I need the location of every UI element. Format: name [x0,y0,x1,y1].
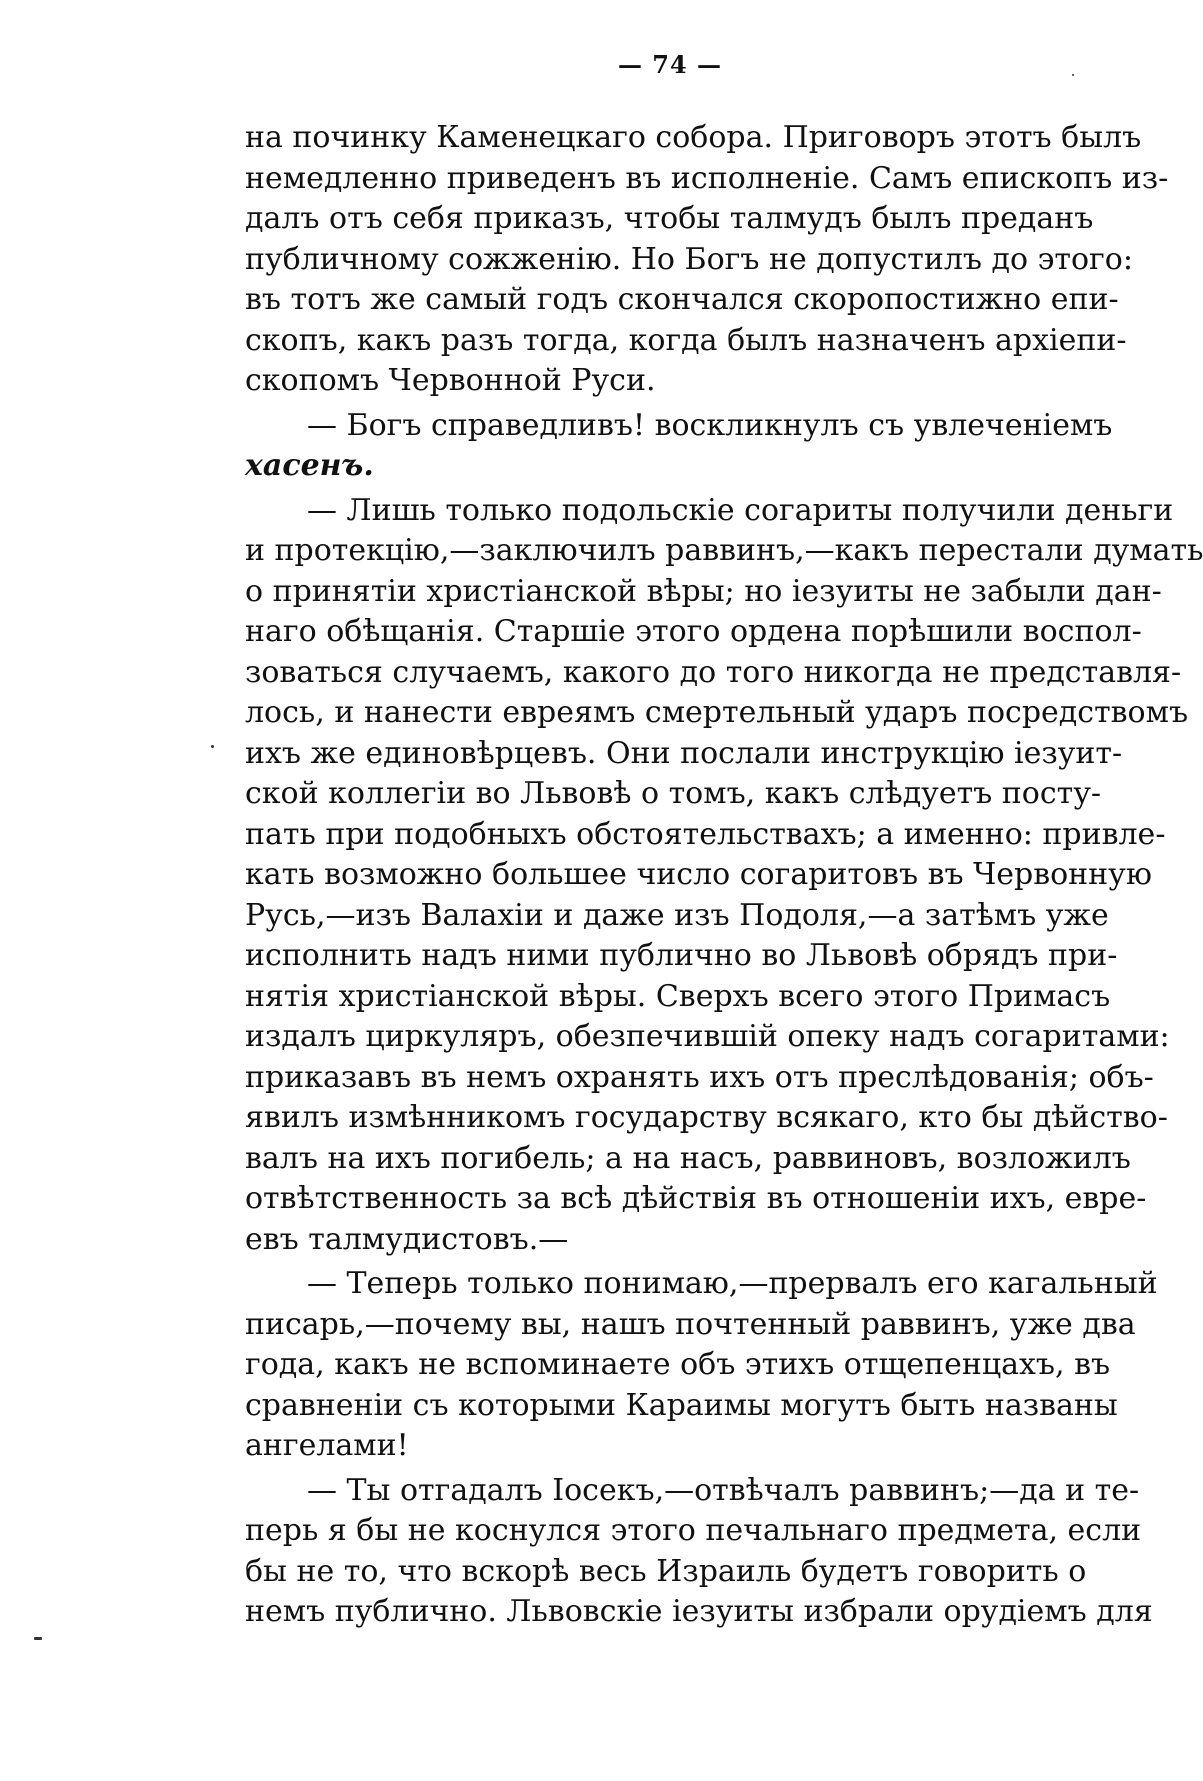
text-line: лось, и нанести евреямъ смертельный ударъ посредствомъ [245,695,1189,730]
text-line: ангелами! [245,1428,409,1463]
text-line: явилъ измѣнникомъ государству всякаго, кто бы дѣйство- [245,1100,1168,1135]
text-line: — Лишь только подольскіе согариты получили деньги [307,492,1174,528]
scan-speck [1072,74,1074,76]
text-line: сравненіи съ которыми Караимы могутъ быть названы [245,1387,1118,1423]
text-line: о принятіи христіанской вѣры; но іезуиты не забыли дан- [245,573,1162,609]
text-line: приказавъ въ немъ охранять ихъ отъ преслѣдованія; объ- [245,1059,1154,1095]
text-line: нятія христіанской вѣры. Сверхъ всего этого Примасъ [245,978,1111,1014]
text-line: и протекцію,—заключилъ раввинъ,—какъ перестали думать [245,533,1203,568]
text-line: года, какъ не вспоминаете объ этихъ отщепенцахъ, въ [245,1347,1111,1382]
text-line: Русь,—изъ Валахіи и даже изъ Подоля,—а затѣмъ уже [245,897,1109,933]
scan-speck [211,745,214,748]
scan-speck [34,1637,42,1640]
text-line: далъ отъ себя приказъ, чтобы талмудъ былъ преданъ [245,201,1094,236]
text-line: кать возможно большее число согаритовъ въ Червонную [245,857,1152,892]
page-number: — 74 — [617,50,723,79]
text-line: скопомъ Червонной Руси. [245,363,656,398]
text-line: ихъ же единовѣрцевъ. Они послали инструкцію іезуит- [245,735,1123,771]
text-line: хасенъ. [245,448,374,483]
body-text [245,118,1203,1633]
text-line: немъ публично. Львовскіе іезуиты избрали орудіемъ для [245,1594,1153,1629]
text-line: на починку Каменецкаго собора. Приговоръ этотъ былъ [245,120,1142,155]
text-line: пать при подобныхъ обстоятельствахъ; а именно: привле- [245,816,1166,852]
text-line: перь я бы не коснулся этого печальнаго предмета, если [245,1513,1142,1548]
text-line: исполнить надъ ними публично во Львовѣ обрядъ при- [245,938,1118,973]
text-line: наго обѣщанія. Старшіе этого ордена порѣшили воспол- [245,614,1142,649]
text-line: евъ талмудистовъ.— [245,1221,569,1257]
text-line: отвѣтственность за всѣ дѣйствія въ отношеніи ихъ, евре- [245,1181,1147,1216]
text-line: валъ на ихъ погибель; а на насъ, раввиновъ, возложилъ [245,1140,1131,1176]
text-line: бы не то, что вскорѣ весь Израиль будетъ говорить о [245,1553,1087,1589]
text-line: писарь,—почему вы, нашъ почтенный раввинъ, уже два [245,1306,1136,1342]
text-line: публичному сожженію. Но Богъ не допустилъ до этого: [245,241,1133,277]
text-line: зоваться случаемъ, какого до того никогда не представля- [245,654,1182,690]
text-line: — Ты отгадалъ Іосекъ,—отвѣчалъ раввинъ;—да и те- [307,1472,1140,1508]
text-line: ской коллегіи во Львовѣ о томъ, какъ слѣдуетъ посту- [245,776,1102,811]
text-line: — Богъ справедливъ! воскликнулъ съ увлеченіемъ [307,407,1113,443]
text-line: немедленно приведенъ въ исполненіе. Самъ епископъ из- [245,160,1169,196]
text-line: скопъ, какъ разъ тогда, когда былъ назначенъ архіепи- [245,322,1127,358]
text-line: издалъ циркуляръ, обезпечившій опеку надъ согаритами: [245,1019,1170,1054]
text-line: въ тотъ же самый годъ скончался скоропостижно епи- [245,282,1119,317]
text-line: — Теперь только понимаю,—прервалъ его кагальный [307,1266,1158,1301]
